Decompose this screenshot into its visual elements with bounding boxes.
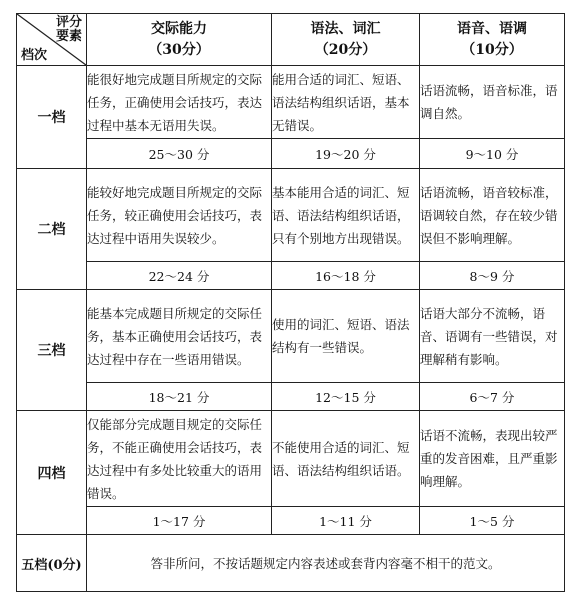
level-5-label: 五档(0分)	[17, 535, 87, 592]
level-1-grammar-desc: 能用合适的词汇、短语、语法结构组织话语，基本无错误。	[272, 66, 420, 139]
level-3-pronunciation-score: 6～7 分	[420, 383, 565, 411]
level-1-label: 一档	[17, 66, 87, 169]
level-4-score-row	[17, 507, 565, 535]
header-row	[17, 14, 565, 66]
level-2-communication-desc: 能较好地完成题目所规定的交际任务，较正确使用会话技巧，表达过程中语用失误较少。	[87, 169, 272, 262]
level-2-pronunciation-score: 8～9 分	[420, 262, 565, 290]
level-4-label: 四档	[17, 411, 87, 535]
level-2-communication-score: 22～24 分	[87, 262, 272, 290]
column-header-grammar-vocabulary: 语法、词汇 （20分）	[272, 14, 420, 66]
level-4-grammar-score: 1～11 分	[272, 507, 420, 535]
level-3-grammar-desc: 使用的词汇、短语、语法结构有一些错误。	[272, 290, 420, 383]
level-4-pronunciation-score: 1～5 分	[420, 507, 565, 535]
level-4-grammar-desc: 不能使用合适的词汇、短语、语法结构组织话语。	[272, 411, 420, 507]
level-3-grammar-score: 12～15 分	[272, 383, 420, 411]
level-3-communication-score: 18～21 分	[87, 383, 272, 411]
level-3-communication-desc: 能基本完成题目所规定的交际任务，基本正确使用会话技巧，表达过程中存在一些语用错误。	[87, 290, 272, 383]
level-1-pronunciation-score: 9～10 分	[420, 139, 565, 169]
level-4-communication-score: 1～17 分	[87, 507, 272, 535]
level-4-pronunciation-desc: 话语不流畅，表现出较严重的发音困难，且严重影响理解。	[420, 411, 565, 507]
scoring-rubric-table	[16, 13, 565, 592]
level-2-desc-row	[17, 169, 565, 262]
level-3-desc-row	[17, 290, 565, 383]
level-3-pronunciation-desc: 话语大部分不流畅，语音、语调有一些错误，对理解稍有影响。	[420, 290, 565, 383]
level-5-row	[17, 535, 565, 592]
level-4-communication-desc: 仅能部分完成题目规定的交际任务，不能正确使用会话技巧，表达过程中有多处比较重大的语用错误。	[87, 411, 272, 507]
level-3-label: 三档	[17, 290, 87, 411]
level-2-score-row	[17, 262, 565, 290]
corner-label-criteria: 评分 要素	[55, 15, 82, 44]
corner-header-cell	[17, 14, 87, 66]
level-4-desc-row	[17, 411, 565, 507]
level-1-grammar-score: 19～20 分	[272, 139, 420, 169]
level-1-communication-score: 25～30 分	[87, 139, 272, 169]
level-1-desc-row	[17, 66, 565, 139]
level-3-score-row	[17, 383, 565, 411]
level-2-label: 二档	[17, 169, 87, 290]
level-1-score-row	[17, 139, 565, 169]
column-header-pronunciation: 语音、语调 （10分）	[420, 14, 565, 66]
column-header-communication: 交际能力 （30分）	[87, 14, 272, 66]
level-1-pronunciation-desc: 话语流畅，语音标准，语调自然。	[420, 66, 565, 139]
level-2-grammar-desc: 基本能用合适的词汇、短语、语法结构组织话语，只有个别地方出现错误。	[272, 169, 420, 262]
level-1-communication-desc: 能很好地完成题目所规定的交际任务，正确使用会话技巧，表达过程中基本无语用失误。	[87, 66, 272, 139]
level-2-pronunciation-desc: 话语流畅，语音较标准，语调较自然，存在较少错误但不影响理解。	[420, 169, 565, 262]
corner-label-level: 档次	[21, 48, 48, 63]
level-5-note: 答非所问，不按话题规定内容表述或套背内容毫不相干的范文。	[87, 535, 565, 592]
level-2-grammar-score: 16～18 分	[272, 262, 420, 290]
